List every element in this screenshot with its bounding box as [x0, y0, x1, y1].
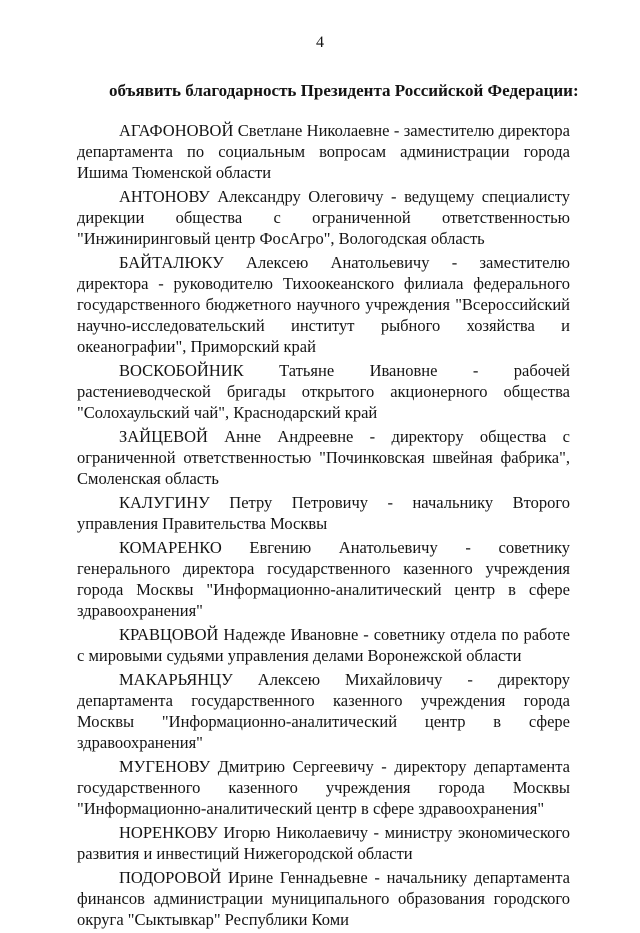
- award-entry: АГАФОНОВОЙ Светлане Николаевне - заместителю директора департамента по социальным вопросам администрации города Ишима Тюменской области: [77, 121, 570, 182]
- award-entry: КАЛУГИНУ Петру Петровичу - начальнику Второго управления Правительства Москвы: [77, 493, 570, 533]
- page-number: 4: [316, 34, 324, 51]
- award-entry: ВОСКОБОЙНИК Татьяне Ивановне - рабочей растениеводческой бригады открытого акционерного общества "Солохаульский чай", Краснодарский край: [77, 361, 570, 422]
- award-entry: НОРЕНКОВУ Игорю Николаевичу - министру экономического развития и инвестиций Нижегородской области: [77, 823, 570, 863]
- award-entry: ПОДОРОВОЙ Ирине Геннадьевне - начальнику департамента финансов администрации муниципального образования городского округа "Сыктывкар" Республики Коми: [77, 868, 570, 929]
- award-entry: КРАВЦОВОЙ Надежде Ивановне - советнику отдела по работе с мировыми судьями управления делами Воронежской области: [77, 625, 570, 665]
- award-entry: МАКАРЬЯНЦУ Алексею Михайловичу - директору департамента государственного казенного учреждения города Москвы "Информационно-аналитический центр в сфере здравоохранения": [77, 670, 570, 752]
- award-entry: КОМАРЕНКО Евгению Анатольевичу - советнику генерального директора государственного казенного учреждения города Москвы "Информационно-аналитический центр в сфере здравоохранения": [77, 538, 570, 620]
- award-entry: ЗАЙЦЕВОЙ Анне Андреевне - директору общества с ограниченной ответственностью "Починковская швейная фабрика", Смоленская область: [77, 427, 570, 488]
- decree-heading: объявить благодарность Президента Российской Федерации:: [109, 81, 579, 100]
- award-entry: АНТОНОВУ Александру Олеговичу - ведущему специалисту дирекции общества с ограниченной ответственностью "Инжиниринговый центр ФосАгро", Вологодская область: [77, 187, 570, 248]
- award-entry: БАЙТАЛЮКУ Алексею Анатольевичу - заместителю директора - руководителю Тихоокеанского филиала федерального государственного бюджетного научного учреждения "Всероссийский научно-исследовательский институт рыбного хозяйства и океанографии", Приморский край: [77, 253, 570, 356]
- award-entry: МУГЕНОВУ Дмитрию Сергеевичу - директору департамента государственного казенного учреждения города Москвы "Информационно-аналитический центр в сфере здравоохранения": [77, 757, 570, 818]
- award-list: [77, 120, 570, 933]
